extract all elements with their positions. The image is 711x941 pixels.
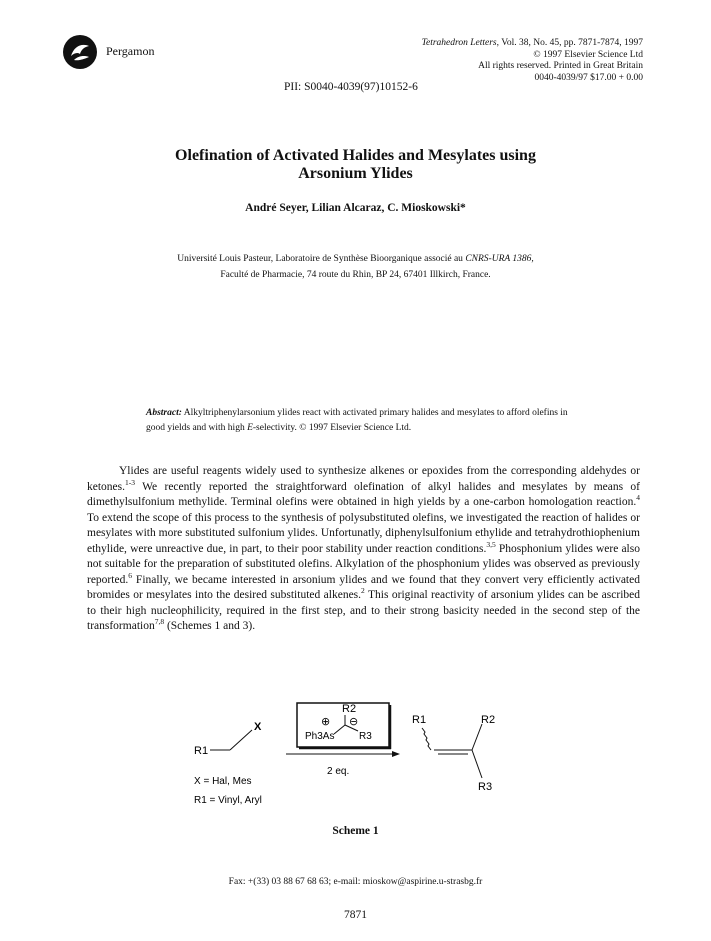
ylide-r3-label: R3	[359, 731, 372, 742]
body-text-5: Finally, we became interested in arsonium ylides and we found that they convert very efficiently activated bromides or mesylates into the desired substituted alkenes.	[87, 573, 640, 601]
citation-details: , Vol. 38, No. 45, pp. 7871-7874, 1997	[496, 38, 643, 48]
citation-ref-2: 2	[361, 586, 365, 596]
contact-fax-email: Fax: +(33) 03 88 67 68 63; e-mail: mioskow@aspirine.u-strasbg.fr	[228, 877, 483, 887]
ylide-ph3as-label: Ph3As	[305, 731, 335, 742]
substrate-r1-label: R1	[194, 745, 209, 757]
abstract-text-part-2: -selectivity. © 1997 Elsevier Science Ltd.	[252, 423, 412, 433]
issn-price: 0040-4039/97 $17.00 + 0.00	[534, 72, 643, 83]
citation-ref-1-3: 1-3	[125, 477, 136, 487]
product-r3-label: R3	[478, 781, 493, 793]
reaction-arrow-head	[392, 751, 400, 757]
publisher-name: Pergamon	[106, 44, 155, 58]
body-text-1: Ylides are useful reagents widely used to synthesize alkenes or epoxides from the corresponding aldehydes or ketones.	[87, 465, 640, 493]
abstract-e-symbol: E	[247, 423, 253, 433]
product-r2-label: R2	[481, 714, 496, 726]
abstract-label: Abstract:	[146, 408, 182, 418]
body-text-3: To extend the scope of this process to the synthesis of polysubstituted olefins, we investigated the reaction of halides or mesylates with more substituted sulfonium ylides. Unfortunatly, diphenylsulfonium ethylide and tetrahydrothiophenium ethylide, were unreactive due, in part, to their poor stability under reaction conditions.	[87, 511, 640, 555]
product-bond-r2	[472, 724, 482, 750]
scheme-1-diagram	[190, 694, 530, 814]
abstract	[146, 406, 586, 436]
affiliation-line-2: Faculté de Pharmacie, 74 route du Rhin, BP 24, 67401 Illkirch, France.	[220, 270, 491, 280]
citation-ref-6: 6	[128, 570, 132, 580]
ylide-plus-charge: ⊕	[321, 716, 331, 728]
title-line-1: Olefination of Activated Halides and Mesylates using	[175, 147, 536, 164]
citation-ref-7-8: 7,8	[154, 617, 165, 627]
substrate-x-label: X	[254, 721, 262, 733]
substrate-bond-2	[230, 730, 252, 750]
citation-ref-4: 4	[636, 493, 640, 503]
rights-line: All rights reserved. Printed in Great Britain	[478, 61, 643, 71]
body-paragraph	[87, 464, 640, 635]
body-text-2: We recently reported the straightforward olefination of alkyl halides and mesylates by means of dimethylsulfonium methylide. Terminal olefins were obtained in high yields by a one-carbon homologation reaction.	[87, 480, 640, 508]
journal-citation-block	[422, 38, 643, 84]
affiliation-cnrs-unit: CNRS-URA 1386,	[465, 254, 534, 264]
abstract-text-part-1: Alkyltriphenylarsonium ylides react with activated primary halides and mesylates to afford olefins in good yields and with high	[146, 408, 568, 433]
product-wavy-bond	[422, 728, 431, 750]
reagent-equivalents: 2 eq.	[327, 766, 350, 777]
condition-x-definition: X = Hal, Mes	[194, 776, 252, 787]
journal-citation	[422, 38, 643, 50]
body-text-6: This original reactivity of arsonium ylides can be ascribed to their high nucleophilicity, required in the first step, and to their strong basicity needed in the second step of the transformation	[87, 589, 640, 632]
product-bond-r3	[472, 750, 482, 778]
pergamon-logo-icon	[62, 34, 98, 70]
body-text-4: Phosphonium ylides were also not suitable for the preparation of substituted olefins. Alkylation of the phosphonium ylides was observed as previously reported.	[87, 542, 640, 586]
page-number: 7871	[344, 909, 367, 921]
affiliation-institution: Université Louis Pasteur, Laboratoire de Synthèse Bioorganique associé au	[177, 254, 466, 264]
title-line-2: Arsonium Ylides	[298, 165, 413, 182]
condition-r1-definition: R1 = Vinyl, Aryl	[194, 795, 262, 806]
body-text-7: (Schemes 1 and 3).	[164, 620, 256, 632]
copyright-line: © 1997 Elsevier Science Ltd	[533, 49, 643, 60]
affiliation-line-1	[0, 251, 711, 267]
author-list: André Seyer, Lilian Alcaraz, C. Mioskowski*	[245, 202, 466, 214]
article-title	[0, 147, 711, 183]
journal-name: Tetrahedron Letters	[421, 38, 497, 48]
pii-identifier: PII: S0040-4039(97)10152-6	[284, 81, 418, 93]
scheme-caption: Scheme 1	[332, 825, 379, 837]
product-r1-label: R1	[412, 714, 427, 726]
affiliation	[0, 251, 711, 283]
ylide-minus-charge: ⊖	[349, 716, 359, 728]
ylide-r2-label: R2	[342, 703, 357, 715]
citation-ref-3-5: 3,5	[486, 539, 496, 549]
ylide-bond-as-c	[334, 725, 345, 734]
